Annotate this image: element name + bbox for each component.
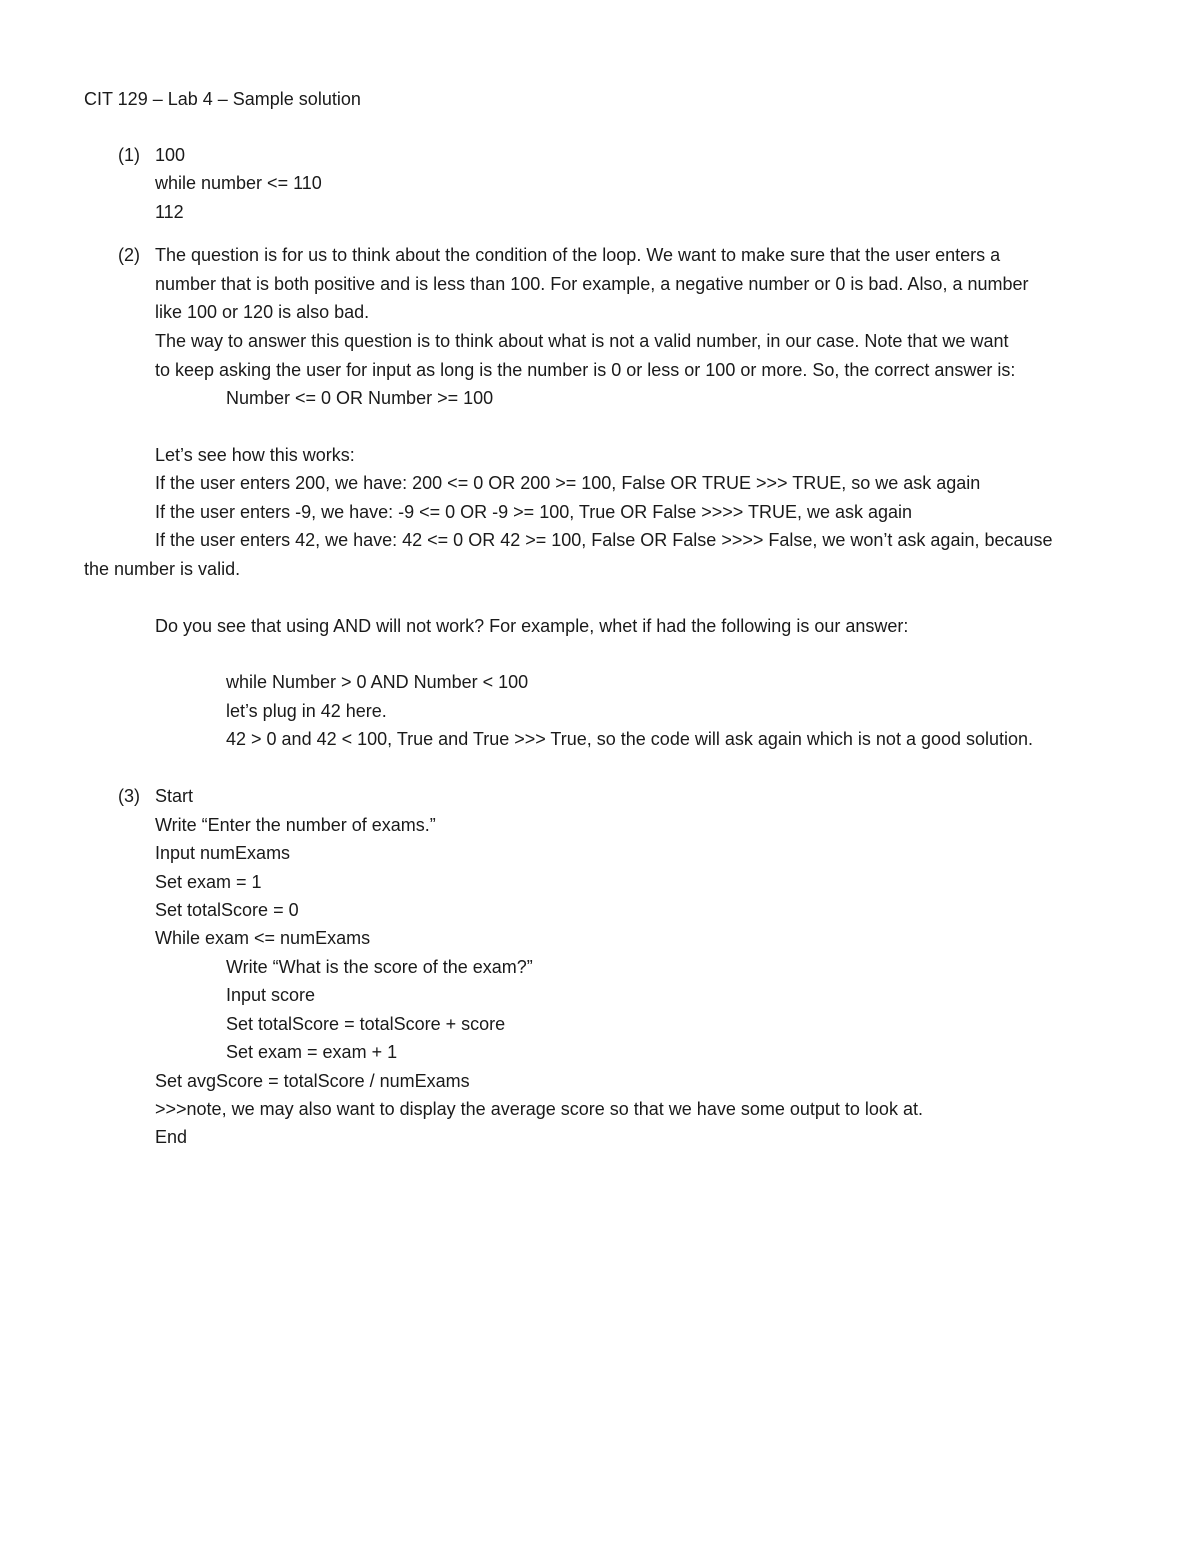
q1-line: 100 xyxy=(155,145,186,165)
q2-and-line: while Number > 0 AND Number < 100 xyxy=(226,672,529,692)
q2-para2-line: The way to answer this question is to think about what is not a valid number, in our case. Note that we want xyxy=(155,331,1009,351)
q3-line: While exam <= numExams xyxy=(155,928,371,948)
q3-loop-line: Input score xyxy=(226,985,316,1005)
q3-line: >>>note, we may also want to display the average score so that we have some output to look at. xyxy=(155,1099,923,1119)
q3-number: (3) xyxy=(118,786,140,806)
q3-line: Write “Enter the number of exams.” xyxy=(155,815,436,835)
q3-line: Start xyxy=(155,786,194,806)
q3-loop-line: Set exam = exam + 1 xyxy=(226,1042,398,1062)
page-title: CIT 129 – Lab 4 – Sample solution xyxy=(84,89,361,109)
q2-example: If the user enters 42, we have: 42 <= 0 OR 42 >= 100, False OR False >>>> False, we won’t ask again, because xyxy=(155,530,1053,550)
q2-answer: Number <= 0 OR Number >= 100 xyxy=(226,388,494,408)
q2-para1-line: number that is both positive and is less than 100. For example, a negative number or 0 is bad. Also, a number xyxy=(155,274,1029,294)
q2-example: If the user enters -9, we have: -9 <= 0 OR -9 >= 100, True OR False >>>> TRUE, we ask again xyxy=(155,502,913,522)
q3-line: Input numExams xyxy=(155,843,291,863)
q3-line: Set totalScore = 0 xyxy=(155,900,299,920)
q2-lets-see: Let’s see how this works: xyxy=(155,445,355,465)
q2-para2-line: to keep asking the user for input as long is the number is 0 or less or 100 or more. So, the correct answer is: xyxy=(155,360,1016,380)
q2-example-wrap: the number is valid. xyxy=(84,559,241,579)
q2-number: (2) xyxy=(118,245,140,265)
q2-and-question: Do you see that using AND will not work? For example, whet if had the following is our answer: xyxy=(155,616,909,636)
q2-and-line: let’s plug in 42 here. xyxy=(226,701,387,721)
q2-para1-line: like 100 or 120 is also bad. xyxy=(155,302,370,322)
q3-line: Set exam = 1 xyxy=(155,872,262,892)
q3-loop-line: Set totalScore = totalScore + score xyxy=(226,1014,506,1034)
q2-and-line: 42 > 0 and 42 < 100, True and True >>> True, so the code will ask again which is not a good solution. xyxy=(226,729,1034,749)
q1-line: 112 xyxy=(155,202,184,222)
q2-para1-line: The question is for us to think about the condition of the loop. We want to make sure that the user enters a xyxy=(155,245,1001,265)
q1-line: while number <= 110 xyxy=(155,173,322,193)
q3-line: End xyxy=(155,1127,188,1147)
q2-example: If the user enters 200, we have: 200 <= 0 OR 200 >= 100, False OR TRUE >>> TRUE, so we ask again xyxy=(155,473,981,493)
q3-line: Set avgScore = totalScore / numExams xyxy=(155,1071,470,1091)
q1-number: (1) xyxy=(118,145,140,165)
q3-loop-line: Write “What is the score of the exam?” xyxy=(226,957,533,977)
